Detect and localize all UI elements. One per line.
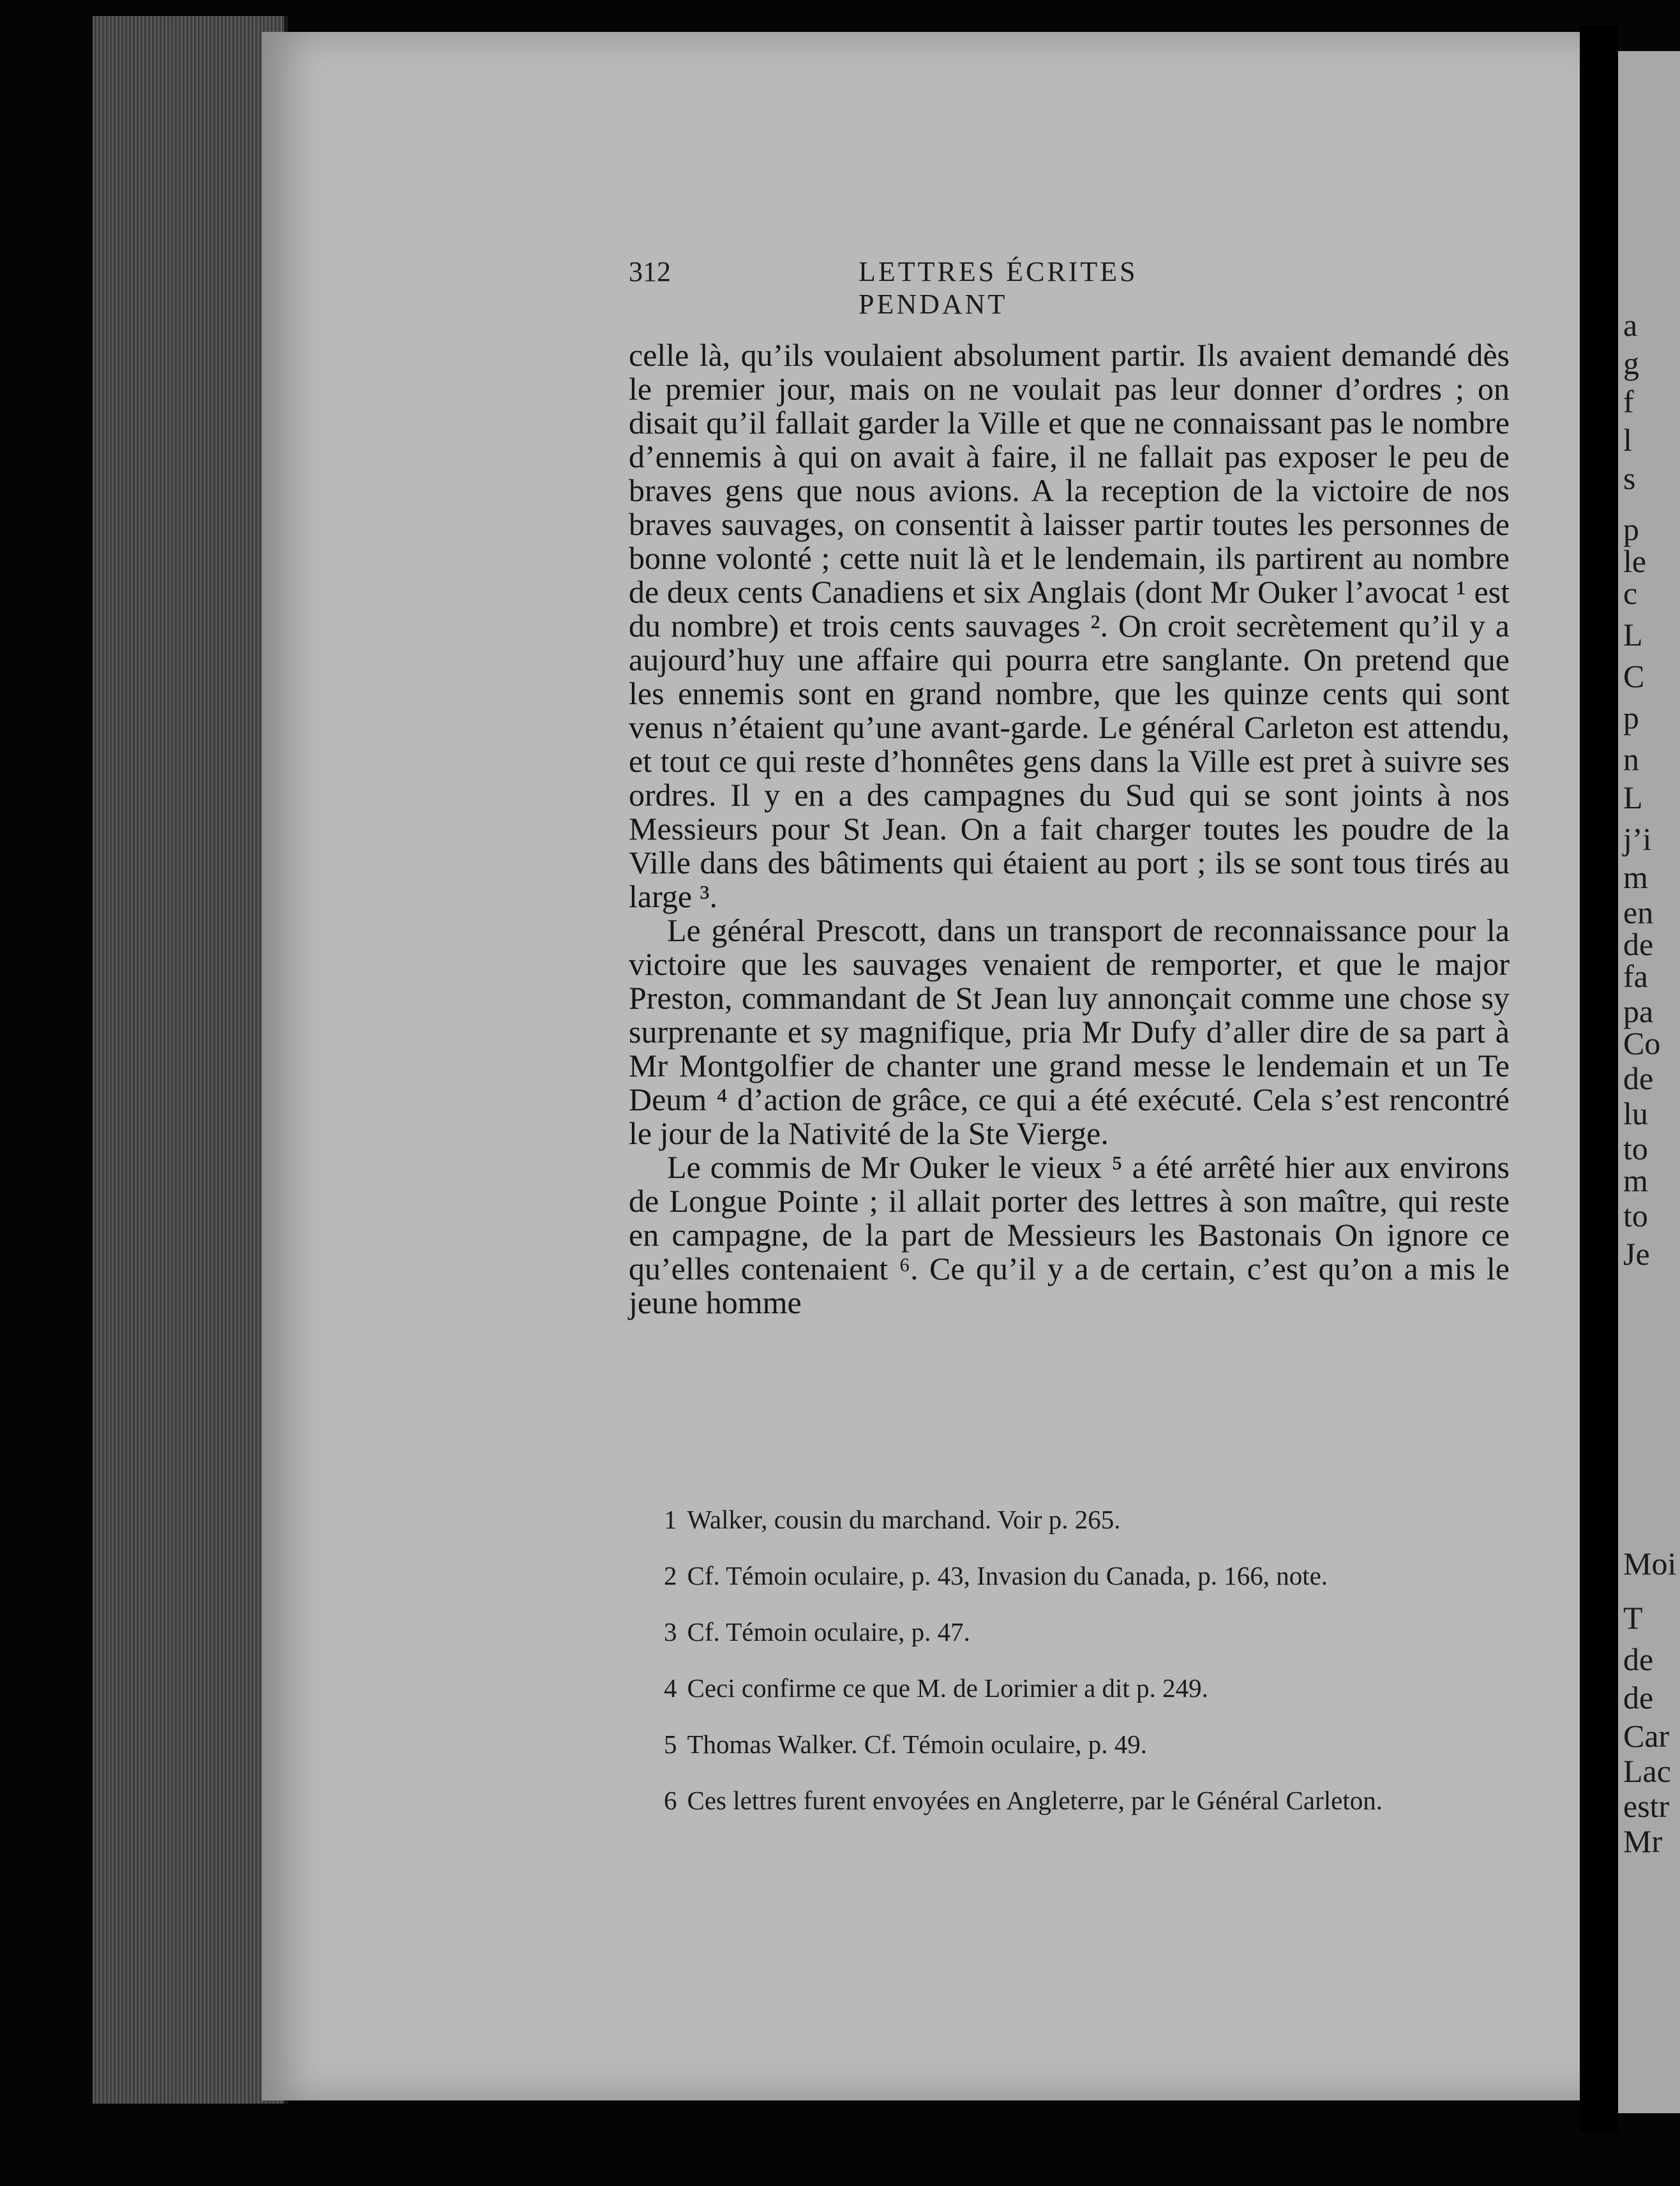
body-text xyxy=(629,338,1510,1320)
facing-page-fragment: de xyxy=(1623,1680,1654,1715)
footnotes xyxy=(629,1504,1510,1841)
footnote-number: 5 xyxy=(664,1730,677,1759)
footnote-text: Ceci confirme ce que M. de Lorimier a dit p. 249. xyxy=(687,1673,1208,1703)
facing-page-fragment: fa xyxy=(1623,958,1648,994)
facing-page-edge xyxy=(1618,51,1680,2113)
footnote xyxy=(629,1728,1510,1760)
page-header xyxy=(629,255,1286,320)
paragraph: Le commis de Mr Ouker le vieux ⁵ a été arrêté hier aux environs de Longue Pointe ; il allait porter des lettres à son maître, qui reste en campagne, de la part de Messieurs les Bastonais On ignore ce qu’elles contenaient ⁶. Ce qu’il y a de certain, c’est qu’on a mis le jeune homme xyxy=(629,1149,1510,1320)
facing-page-fragment: de xyxy=(1623,1641,1654,1677)
book-page-edges xyxy=(93,16,288,2104)
footnote xyxy=(629,1616,1510,1648)
facing-page-fragment: n xyxy=(1623,741,1639,777)
facing-page-fragment: lu xyxy=(1623,1096,1648,1131)
footnote xyxy=(629,1504,1510,1535)
facing-page-fragment: f xyxy=(1623,384,1634,419)
footnote-text: Ces lettres furent envoyées en Angleterre, par le Général Carleton. xyxy=(687,1786,1383,1815)
footnote xyxy=(629,1784,1510,1816)
footnote-text: Cf. Témoin oculaire, p. 47. xyxy=(687,1617,970,1647)
facing-page-fragment: m xyxy=(1623,1163,1648,1198)
facing-page-fragment: estr xyxy=(1623,1788,1670,1824)
book-gutter xyxy=(1580,26,1618,2132)
paragraph: celle là, qu’ils voulaient absolument partir. Ils avaient demandé dès le premier jour, mais on ne voulait pas leur donner d’ordres ; on disait qu’il fallait garder la Ville et que ne connaissant pas le nombre d’ennemis à qui on avait à faire, il ne fallait pas exposer le peu de braves gens que nous avions. A la reception de la victoire de nos braves sauvages, on consentit à laisser partir toutes les personnes de bonne volonté ; cette nuit là et le lendemain, ils partirent au nombre de deux cents Canadiens et six Anglais (dont Mr Ouker l’avocat ¹ est du nombre) et trois cents sauvages ². On croit secrètement qu’il y a aujourd’huy une affaire qui pourra etre sanglante. On pretend que les ennemis sont en grand nombre, que les quinze cents qui sont venus n’étaient qu’une avant-garde. Le général Carleton est attendu, et tout ce qui reste d’honnêtes gens dans la Ville est pret à suivre ses ordres. Il y en a des campagnes du Sud qui se sont joints à nos Messieurs pour St Jean. On a fait charger toutes les poudre de la Ville dans des bâtiments qui étaient au port ; ils se sont tous tirés au large ³. xyxy=(629,337,1510,914)
facing-page-fragment: Mr xyxy=(1623,1823,1663,1859)
footnote-number: 3 xyxy=(664,1617,677,1647)
footnote-number: 6 xyxy=(664,1786,677,1815)
facing-page-fragment: p xyxy=(1623,700,1639,735)
facing-page-fragment: a xyxy=(1623,307,1638,343)
footnote-number: 4 xyxy=(664,1673,677,1703)
facing-page-fragment: T xyxy=(1623,1600,1643,1636)
paragraph: Le général Prescott, dans un transport de reconnaissance pour la victoire que les sauvages venaient de remporter, et que le major Preston, commandant de St Jean luy annonçait comme une chose sy surprenante et sy magnifique, pria Mr Dufy d’aller dire de sa part à Mr Montgolfier de chanter une grand messe le lendemain et un Te Deum ⁴ d’action de grâce, ce qui a été exécuté. Cela s’est rencontré le jour de la Nativité de la Ste Vierge. xyxy=(629,912,1510,1151)
footnote xyxy=(629,1560,1510,1592)
facing-page-fragment: Je xyxy=(1623,1236,1650,1272)
footnote-text: Walker, cousin du marchand. Voir p. 265. xyxy=(687,1505,1121,1534)
facing-page-fragment: Car xyxy=(1623,1718,1670,1754)
facing-page-fragment: m xyxy=(1623,859,1648,895)
facing-page-fragment: Lac xyxy=(1623,1753,1671,1789)
facing-page-fragment: j’i xyxy=(1623,821,1652,857)
facing-page-fragment: en xyxy=(1623,894,1654,930)
facing-page-fragment: g xyxy=(1623,345,1639,381)
facing-page-fragment: l xyxy=(1623,422,1632,458)
facing-page-fragment: Co xyxy=(1623,1025,1661,1061)
footnote-number: 1 xyxy=(664,1505,677,1534)
footnote-text: Cf. Témoin oculaire, p. 43, Invasion du Canada, p. 166, note. xyxy=(687,1561,1328,1590)
facing-page-fragment: Moi xyxy=(1623,1546,1677,1581)
facing-page-fragment: le xyxy=(1623,543,1647,579)
facing-page-fragment: C xyxy=(1623,658,1645,694)
facing-page-fragment: pa xyxy=(1623,993,1654,1029)
facing-page-fragment: s xyxy=(1623,460,1636,496)
facing-page-fragment: to xyxy=(1623,1198,1648,1233)
facing-page-fragment: p xyxy=(1623,511,1639,547)
running-title: LETTRES ÉCRITES PENDANT xyxy=(859,256,1138,320)
facing-page-fragment: de xyxy=(1623,1060,1654,1096)
facing-page-fragment: L xyxy=(1623,780,1643,815)
facing-page-fragment: de xyxy=(1623,926,1654,962)
page-number: 312 xyxy=(629,256,671,287)
footnote-number: 2 xyxy=(664,1561,677,1590)
facing-page-fragment: L xyxy=(1623,617,1643,652)
facing-page-fragment: c xyxy=(1623,575,1638,611)
footnote xyxy=(629,1672,1510,1704)
facing-page-fragment: to xyxy=(1623,1131,1648,1166)
footnote-text: Thomas Walker. Cf. Témoin oculaire, p. 49. xyxy=(687,1730,1148,1759)
